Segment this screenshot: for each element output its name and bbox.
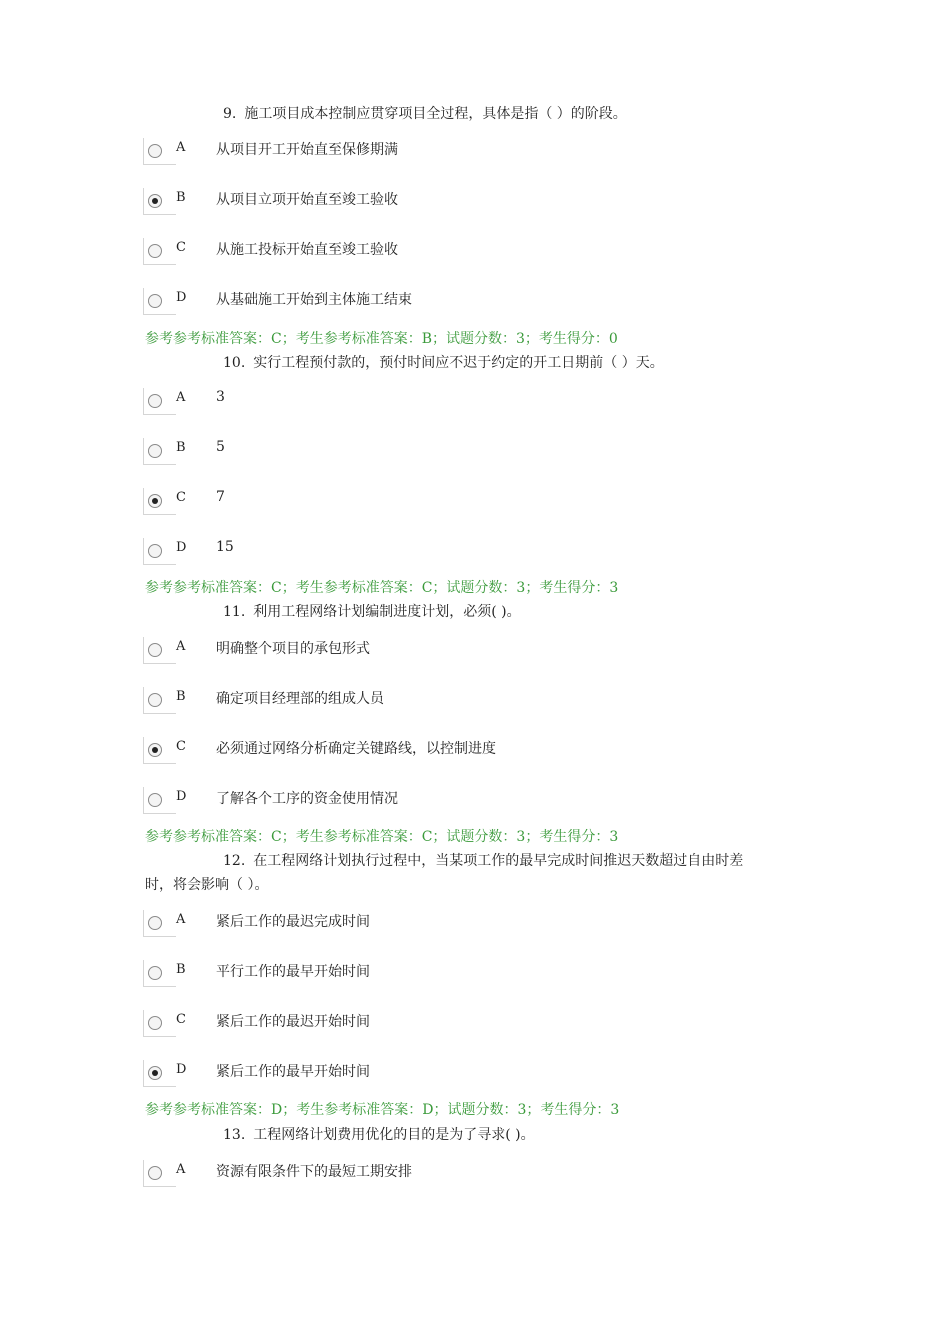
question-13 (145, 1123, 893, 1147)
radio-button[interactable] (148, 194, 162, 208)
option-letter: D (176, 1062, 187, 1077)
radio-cell (143, 438, 176, 465)
option-row[interactable] (143, 538, 743, 568)
option-row[interactable] (143, 1060, 743, 1090)
radio-cell (143, 787, 176, 814)
option-row[interactable] (143, 288, 743, 318)
option-text: 从施工投标开始直至竣工验收 (216, 242, 398, 258)
option-letter: A (176, 1162, 186, 1177)
question-11 (145, 600, 893, 624)
option-row[interactable] (143, 960, 743, 990)
option-row[interactable] (143, 238, 743, 268)
option-text: 了解各个工序的资金使用情况 (216, 791, 398, 807)
option-letter: A (176, 639, 186, 654)
radio-cell (143, 960, 176, 987)
radio-cell (143, 1060, 176, 1087)
option-text: 15 (216, 539, 234, 555)
radio-button[interactable] (148, 966, 162, 980)
option-text: 从项目开工开始直至保修期满 (216, 142, 398, 158)
option-row[interactable] (143, 138, 743, 168)
question-text: 工程网络计划费用优化的目的是为了寻求( )。 (253, 1127, 535, 1143)
radio-button[interactable] (148, 444, 162, 458)
option-text: 7 (216, 489, 225, 505)
radio-cell (143, 538, 176, 565)
option-row[interactable] (143, 687, 743, 717)
option-row[interactable] (143, 1010, 743, 1040)
option-text: 紧后工作的最迟完成时间 (216, 914, 370, 930)
question-number: 13. (223, 1127, 246, 1143)
option-row[interactable] (143, 910, 743, 940)
option-letter: B (176, 962, 186, 977)
question-9 (145, 102, 893, 126)
radio-cell (143, 637, 176, 664)
question-number: 12. (223, 853, 246, 869)
option-letter: A (176, 140, 186, 155)
option-letter: D (176, 789, 187, 804)
option-row[interactable] (143, 388, 743, 418)
option-row[interactable] (143, 787, 743, 817)
option-text: 紧后工作的最早开始时间 (216, 1064, 370, 1080)
radio-cell (143, 687, 176, 714)
radio-button[interactable] (148, 793, 162, 807)
answer-line: 参考参考标准答案：C；考生参考标准答案：C；试题分数：3；考生得分：3 (145, 829, 619, 845)
option-text: 3 (216, 389, 225, 405)
option-text: 平行工作的最早开始时间 (216, 964, 370, 980)
answer-line: 参考参考标准答案：C；考生参考标准答案：C；试题分数：3；考生得分：3 (145, 580, 619, 596)
option-letter: C (176, 739, 186, 754)
radio-button[interactable] (148, 643, 162, 657)
radio-button[interactable] (148, 1066, 162, 1080)
radio-cell (143, 188, 176, 215)
radio-cell (143, 288, 176, 315)
option-text: 资源有限条件下的最短工期安排 (216, 1164, 412, 1180)
question-10 (145, 351, 893, 375)
option-row[interactable] (143, 637, 743, 667)
question-text: 利用工程网络计划编制进度计划，必须( )。 (253, 604, 521, 620)
option-letter: D (176, 290, 187, 305)
radio-cell (143, 238, 176, 265)
answer-line: 参考参考标准答案：D；考生参考标准答案：D；试题分数：3；考生得分：3 (145, 1102, 620, 1118)
option-row[interactable] (143, 438, 743, 468)
question-text-line1: 在工程网络计划执行过程中，当某项工作的最早完成时间推迟天数超过自由时差 (253, 853, 744, 869)
option-letter: B (176, 440, 186, 455)
option-letter: B (176, 190, 186, 205)
option-letter: C (176, 490, 186, 505)
radio-button[interactable] (148, 394, 162, 408)
question-text: 施工项目成本控制应贯穿项目全过程，具体是指（ ）的阶段。 (244, 106, 627, 122)
radio-cell (143, 1160, 176, 1187)
radio-button[interactable] (148, 1016, 162, 1030)
option-letter: C (176, 1012, 186, 1027)
question-number: 10. (223, 355, 246, 371)
option-text: 从基础施工开始到主体施工结束 (216, 292, 412, 308)
option-letter: A (176, 390, 186, 405)
radio-button[interactable] (148, 144, 162, 158)
option-text: 明确整个项目的承包形式 (216, 641, 370, 657)
radio-cell (143, 488, 176, 515)
option-letter: B (176, 689, 186, 704)
option-text: 必须通过网络分析确定关键路线，以控制进度 (216, 741, 496, 757)
option-text: 确定项目经理部的组成人员 (216, 691, 384, 707)
option-row[interactable] (143, 188, 743, 218)
radio-button[interactable] (148, 244, 162, 258)
option-text: 从项目立项开始直至竣工验收 (216, 192, 398, 208)
option-text: 紧后工作的最迟开始时间 (216, 1014, 370, 1030)
radio-cell (143, 1010, 176, 1037)
question-12 (145, 849, 815, 897)
radio-cell (143, 910, 176, 937)
radio-button[interactable] (148, 916, 162, 930)
question-number: 11. (223, 604, 246, 620)
radio-button[interactable] (148, 743, 162, 757)
option-letter: D (176, 540, 187, 555)
option-text: 5 (216, 439, 225, 455)
radio-cell (143, 388, 176, 415)
radio-cell (143, 138, 176, 165)
radio-button[interactable] (148, 544, 162, 558)
radio-button[interactable] (148, 494, 162, 508)
radio-button[interactable] (148, 294, 162, 308)
radio-cell (143, 737, 176, 764)
option-letter: A (176, 912, 186, 927)
question-number: 9. (223, 106, 237, 122)
option-row[interactable] (143, 488, 743, 518)
option-row[interactable] (143, 1160, 743, 1190)
question-text-line2: 时，将会影响（ ）。 (145, 877, 269, 893)
radio-button[interactable] (148, 693, 162, 707)
option-row[interactable] (143, 737, 743, 767)
question-text: 实行工程预付款的，预付时间应不迟于约定的开工日期前（ ）天。 (253, 355, 664, 371)
option-letter: C (176, 240, 186, 255)
answer-line: 参考参考标准答案：C；考生参考标准答案：B；试题分数：3；考生得分：0 (145, 331, 618, 347)
radio-button[interactable] (148, 1166, 162, 1180)
